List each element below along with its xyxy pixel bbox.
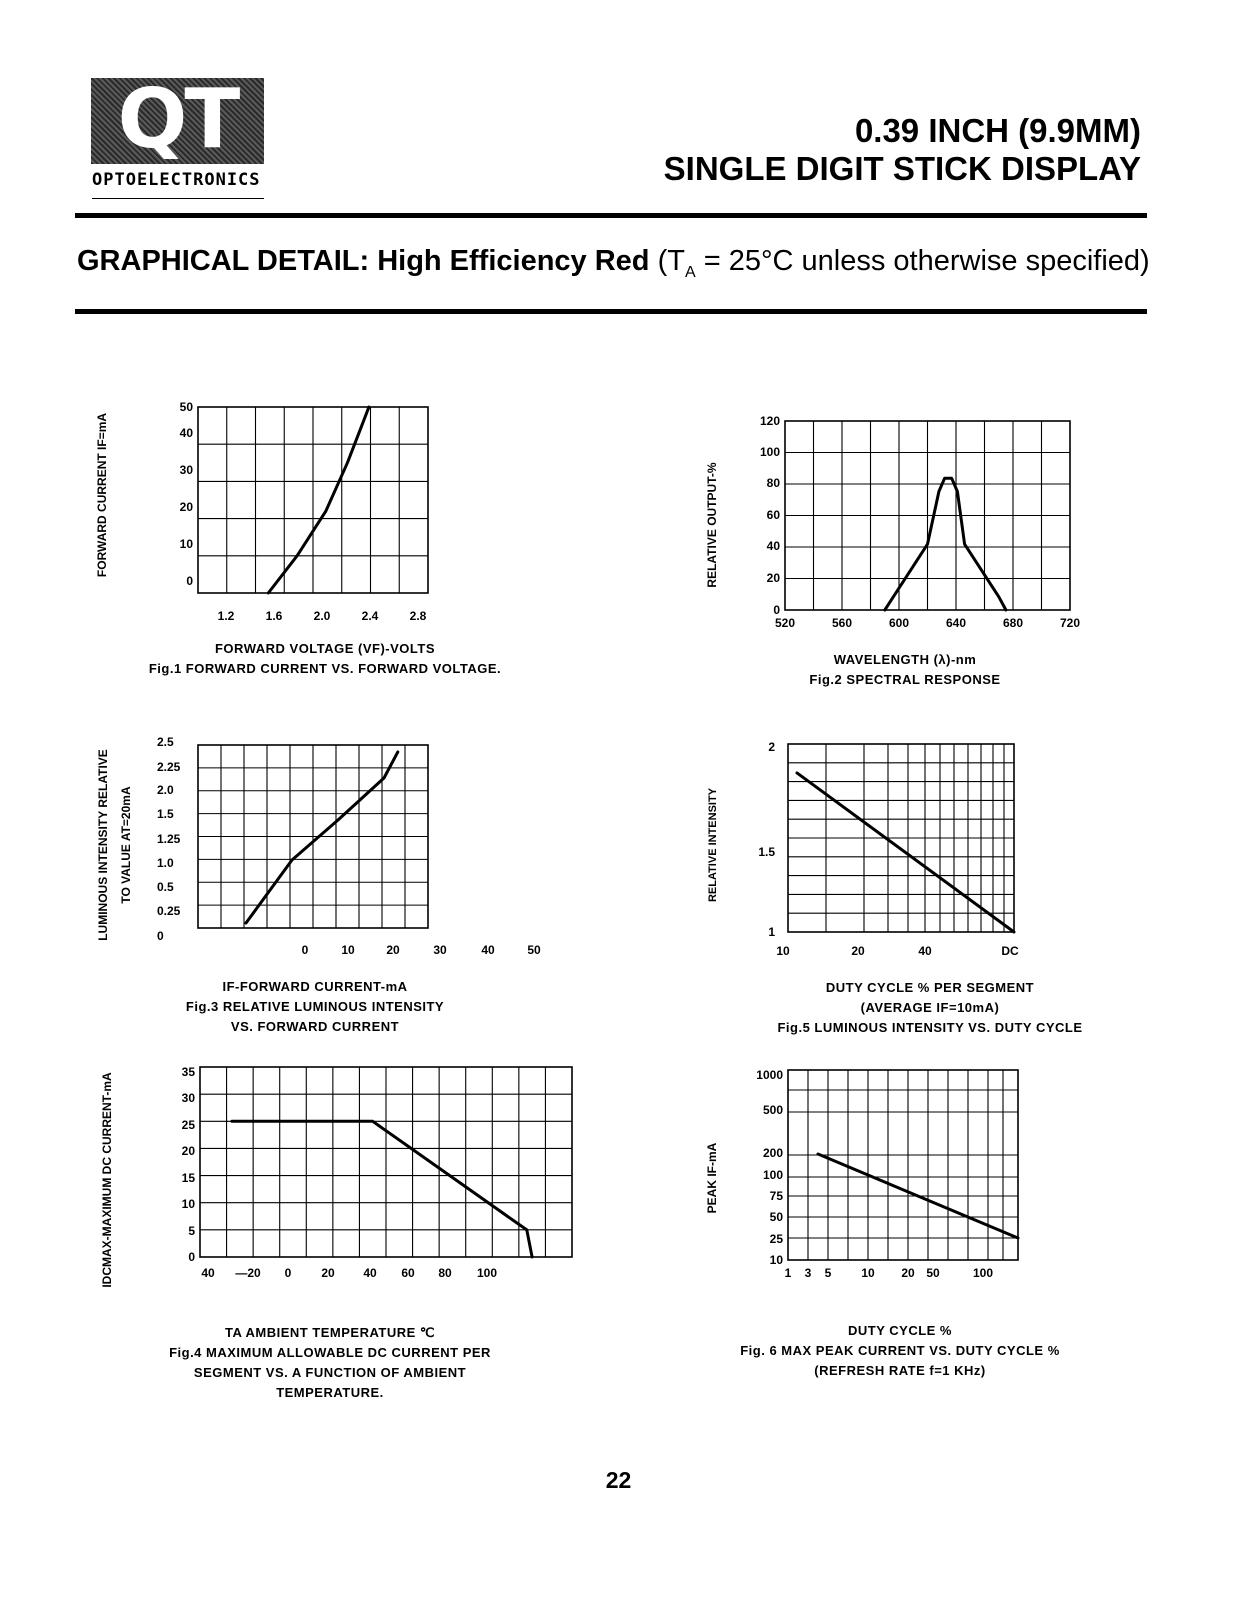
fig4-ytick-label: 10 <box>181 1197 195 1211</box>
fig3-xlabel: IF-FORWARD CURRENT-mA <box>222 979 408 994</box>
fig4-ylabel: IDCMAX-MAXIMUM DC CURRENT-mA <box>100 1072 114 1288</box>
fig4-ytick-label: 25 <box>181 1118 195 1132</box>
fig1-title: Fig.1 FORWARD CURRENT VS. FORWARD VOLTAGE. <box>148 661 502 676</box>
title-line-1: 0.39 INCH (9.9MM) <box>854 112 1141 149</box>
fig5-ytick-label: 1 <box>768 925 775 939</box>
fig5-xtick-label: DC <box>1001 944 1019 958</box>
fig3-ytick-label: 0.5 <box>157 880 174 894</box>
fig3-ytick-label: 2.25 <box>157 760 181 774</box>
fig4-ytick-label: 30 <box>181 1091 195 1105</box>
fig4-xtick-label: —20 <box>235 1266 261 1280</box>
section-heading-pre: (T <box>649 245 685 277</box>
fig3-ytick-label: 1.0 <box>157 856 174 870</box>
fig4-xtick-label: 0 <box>284 1266 292 1280</box>
fig1-xtick-label: 1.2 <box>217 609 235 623</box>
fig2-ylabel: RELATIVE OUTPUT-% <box>705 462 719 588</box>
fig3-ytick-label: 0 <box>157 929 164 943</box>
fig1-ylabel: FORWARD CURRENT IF=mA <box>95 412 109 578</box>
fig3-xtick-label: 40 <box>481 943 495 957</box>
fig1-ytick-label: 40 <box>179 426 193 440</box>
fig4-caption <box>120 1323 540 1403</box>
fig1-xtick-label: 2.4 <box>361 609 379 623</box>
fig6-xtick-label: 1 <box>784 1266 792 1280</box>
fig3-ytick-label: 2.0 <box>157 783 174 797</box>
fig3-title: Fig.3 RELATIVE LUMINOUS INTENSITY <box>185 999 445 1014</box>
fig5-title: Fig.5 LUMINOUS INTENSITY VS. DUTY CYCLE <box>777 1020 1083 1035</box>
fig6-ytick-label: 25 <box>769 1232 783 1246</box>
fig5-xtick-label: 40 <box>918 944 932 958</box>
fig6-caption <box>700 1321 1100 1381</box>
fig2-xtick-label: 520 <box>774 616 796 630</box>
header-rule <box>75 213 1147 218</box>
fig4-xtick-label: 40 <box>201 1266 215 1280</box>
fig5-xlabel-2: (AVERAGE IF=10mA) <box>860 1000 1000 1015</box>
fig3-ytick-label: 1.25 <box>157 832 181 846</box>
fig4-xtick-label: 40 <box>363 1266 377 1280</box>
fig1-ytick-label: 0 <box>186 574 193 588</box>
logo-underline <box>92 198 264 199</box>
fig3-ytick-label: 2.5 <box>157 735 174 749</box>
fig5-xtick-label: 10 <box>776 944 790 958</box>
company-logo <box>91 72 264 167</box>
fig4-ytick-label: 0 <box>188 1250 195 1264</box>
section-heading-post: = 25°C unless otherwise specified) <box>695 245 1150 277</box>
fig3-ylabel: LUMINOUS INTENSITY RELATIVE <box>96 749 110 941</box>
fig2-ytick-label: 40 <box>766 539 780 553</box>
fig2-ytick-label: 60 <box>766 508 780 522</box>
fig6-chart <box>700 1058 1040 1288</box>
fig4-xtick-label: 100 <box>476 1266 498 1280</box>
fig4-ytick-label: 5 <box>188 1224 195 1238</box>
fig4-ytick-label: 15 <box>181 1171 195 1185</box>
fig6-ytick-label: 500 <box>762 1103 783 1117</box>
fig1-ytick-label: 50 <box>179 400 193 414</box>
fig3-ylabel: TO VALUE AT=20mA <box>119 786 133 904</box>
fig1-xtick-label: 2.0 <box>313 609 331 623</box>
fig4-xtick-label: 80 <box>438 1266 452 1280</box>
fig6-ytick-label: 75 <box>769 1189 783 1203</box>
fig5-ytick-label: 2 <box>768 740 775 754</box>
fig2-ytick-label: 20 <box>766 571 780 585</box>
fig5-ytick-label: 1.5 <box>758 845 775 859</box>
fig4-chart <box>95 1055 505 1305</box>
fig6-ytick-label: 200 <box>762 1146 783 1160</box>
fig2-xtick-label: 720 <box>1059 616 1081 630</box>
fig6-ytick-label: 10 <box>769 1253 783 1267</box>
fig3-ytick-label: 0.25 <box>157 904 181 918</box>
fig4-series-line <box>232 1121 532 1257</box>
fig6-title-2: (REFRESH RATE f=1 KHz) <box>814 1363 986 1378</box>
fig2-xtick-label: 600 <box>888 616 910 630</box>
fig1-chart <box>90 395 450 630</box>
section-heading-bold: GRAPHICAL DETAIL: High Efficiency Red <box>77 245 650 277</box>
fig4-xtick-label: 60 <box>401 1266 415 1280</box>
fig1-xtick-label: 2.8 <box>409 609 427 623</box>
fig2-xtick-label: 640 <box>945 616 967 630</box>
fig1-caption <box>90 639 560 679</box>
fig2-ytick-label: 120 <box>759 414 780 428</box>
fig4-ytick-label: 20 <box>181 1144 195 1158</box>
fig4-xlabel: TA AMBIENT TEMPERATURE ℃ <box>224 1325 436 1340</box>
fig6-xtick-label: 10 <box>861 1266 875 1280</box>
fig6-xtick-label: 3 <box>804 1266 812 1280</box>
fig1-xtick-label: 1.6 <box>265 609 283 623</box>
logo-text: QT <box>117 72 238 167</box>
fig3-xtick-label: 10 <box>341 943 355 957</box>
logo-subtitle: OPTOELECTRONICS <box>92 170 261 190</box>
fig6-ylabel: PEAK IF-mA <box>705 1142 719 1214</box>
title-line-2: SINGLE DIGIT STICK DISPLAY <box>663 150 1141 187</box>
fig1-series-line <box>268 407 369 593</box>
fig6-xtick-label: 100 <box>972 1266 994 1280</box>
fig1-ytick-label: 20 <box>179 500 193 514</box>
fig6-xtick-label: 5 <box>824 1266 832 1280</box>
fig3-xtick-label: 30 <box>433 943 447 957</box>
fig2-ytick-label: 0 <box>773 603 780 617</box>
fig6-xtick-label: 20 <box>901 1266 915 1280</box>
fig5-xtick-label: 20 <box>851 944 865 958</box>
fig3-title-2: VS. FORWARD CURRENT <box>230 1019 400 1034</box>
fig3-xtick-label: 20 <box>386 943 400 957</box>
fig1-xlabel: FORWARD VOLTAGE (VF)-VOLTS <box>214 641 436 656</box>
fig3-ytick-label: 1.5 <box>157 807 174 821</box>
fig4-title-2: SEGMENT VS. A FUNCTION OF AMBIENT <box>193 1365 467 1380</box>
section-rule <box>75 309 1147 314</box>
fig1-ytick-label: 10 <box>179 537 193 551</box>
fig2-xtick-label: 560 <box>831 616 853 630</box>
fig2-caption <box>740 650 1070 690</box>
fig4-title: Fig.4 MAXIMUM ALLOWABLE DC CURRENT PER <box>169 1345 491 1360</box>
fig2-xtick-label: 680 <box>1002 616 1024 630</box>
fig2-xlabel: WAVELENGTH (λ)-nm <box>833 652 977 667</box>
fig6-plot-frame <box>788 1070 1018 1260</box>
fig3-caption <box>130 977 500 1037</box>
fig2-ytick-label: 100 <box>759 445 780 459</box>
fig6-xtick-label: 50 <box>926 1266 940 1280</box>
section-heading-sub: A <box>684 263 696 281</box>
fig5-ylabel: RELATIVE INTENSITY <box>707 787 719 903</box>
fig4-xtick-label: 20 <box>321 1266 335 1280</box>
fig4-ytick-label: 35 <box>181 1065 195 1079</box>
fig3-series-line <box>246 752 398 923</box>
fig5-caption <box>720 978 1140 1038</box>
fig3-xtick-label: 0 <box>301 943 309 957</box>
fig4-title-3: TEMPERATURE. <box>276 1385 384 1400</box>
fig2-series-line <box>885 478 1006 610</box>
fig3-xtick-label: 50 <box>527 943 541 957</box>
page-number: 22 <box>605 1467 632 1493</box>
fig1-ytick-label: 30 <box>179 463 193 477</box>
fig6-ytick-label: 1000 <box>756 1068 783 1082</box>
fig5-chart <box>700 730 1050 965</box>
section-heading <box>77 245 1150 282</box>
fig2-title: Fig.2 SPECTRAL RESPONSE <box>809 672 1001 687</box>
fig6-title: Fig. 6 MAX PEAK CURRENT VS. DUTY CYCLE % <box>740 1343 1060 1358</box>
fig3-chart <box>95 730 541 960</box>
fig6-ytick-label: 50 <box>769 1210 783 1224</box>
fig2-chart <box>700 405 1090 635</box>
fig2-ytick-label: 80 <box>766 476 780 490</box>
fig6-xlabel: DUTY CYCLE % <box>848 1323 952 1338</box>
fig5-xlabel: DUTY CYCLE % PER SEGMENT <box>825 980 1035 995</box>
fig6-ytick-label: 100 <box>762 1168 783 1182</box>
